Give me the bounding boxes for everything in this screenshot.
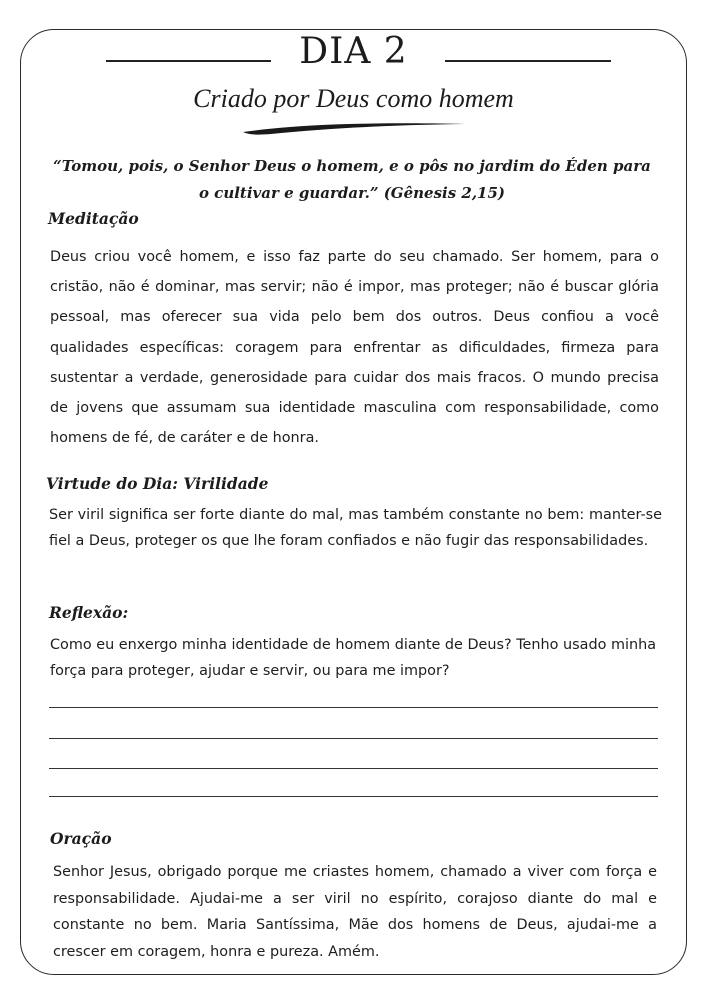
virtue-text: Ser viril significa ser forte diante do mal, mas também constante no bem: manter-se fiel a Deus, proteger os que lhe foram confiados e não fugir das responsabilidades. (49, 507, 662, 549)
writing-line (49, 768, 658, 769)
virtue-heading: Virtude do Dia: Virilidade (46, 474, 269, 493)
page-subtitle: Criado por Deus como homem (193, 84, 514, 113)
prayer-heading: Oração (50, 829, 112, 848)
bible-quote: “Tomou, pois, o Senhor Deus o homem, e o pôs no jardim do Éden para o cultivar e guardar.” (Gênesis 2,15) (53, 157, 651, 202)
writing-line (49, 738, 658, 739)
reflection-question: Como eu enxergo minha identidade de homem diante de Deus? Tenho usado minha força para proteger, ajudar e servir, ou para me impor? (50, 637, 657, 679)
day-title: DIA 2 (299, 31, 408, 72)
meditation-heading: Meditação (48, 209, 139, 228)
brush-stroke-divider (241, 120, 467, 138)
reflection-heading: Reflexão: (49, 603, 129, 622)
prayer-text: Senhor Jesus, obrigado porque me criastes homem, chamado a viver com força e responsabilidade. Ajudai-me a ser viril no espírito, corajoso diante do mal e constante no bem. Maria Santíssima, Mãe dos homens de Deus, ajudai-me a crescer em coragem, honra e pureza. Amém. (53, 864, 657, 960)
meditation-text: Deus criou você homem, e isso faz parte do seu chamado. Ser homem, para o cristão, não é dominar, mas servir; não é impor, mas proteger; não é buscar glória pessoal, mas oferecer sua vida pelo bem dos outros. Deus confiou a você qualidades específicas: coragem para enfrentar as dificuldades, firmeza para sustentar a verdade, generosidade para cuidar dos mais fracos. O mundo precisa de jovens que assumam sua identidade masculina com responsabilidade, como homens de fé, de caráter e de honra. (50, 249, 659, 447)
writing-line (49, 707, 658, 708)
writing-line (49, 796, 658, 797)
